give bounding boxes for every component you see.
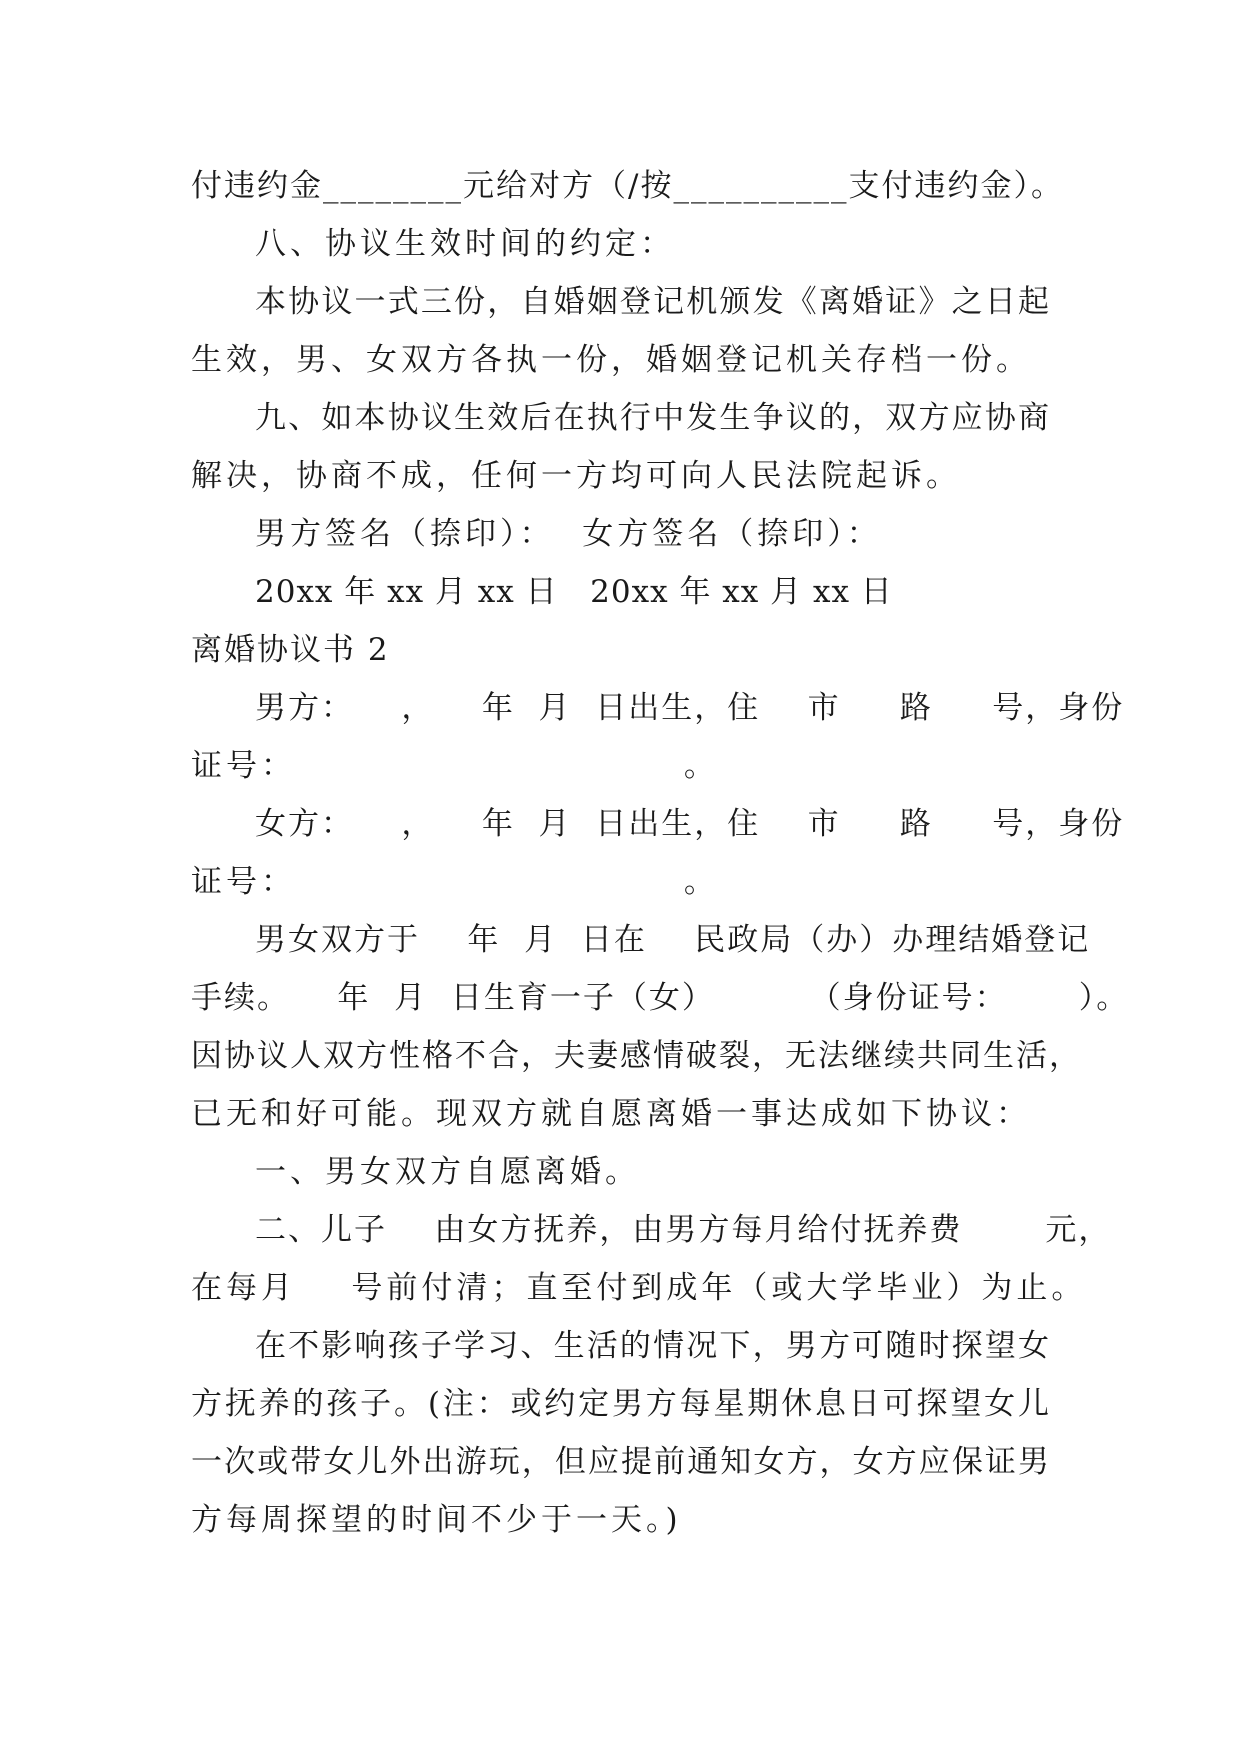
text-line: 在每月 号前付清；直至付到成年（或大学毕业）为止。 — [191, 1270, 1087, 1306]
text-line: 九、如本协议生效后在执行中发生争议的，双方应协商 — [255, 400, 1051, 436]
text-line: 男方： ， 年 月 日出生，住 市 路 号，身份 — [255, 690, 1125, 726]
text-line: 证号： 。 — [191, 748, 719, 784]
signature-line: 男方签名（捺印）： 女方签名（捺印）： — [255, 516, 882, 552]
text-line: 一次或带女儿外出游玩，但应提前通知女方，女方应保证男 — [191, 1444, 1051, 1480]
text-line: 生效，男、女双方各执一份，婚姻登记机关存档一份。 — [191, 342, 1031, 378]
text-line: 方抚养的孩子。(注：或约定男方每星期休息日可探望女儿 — [191, 1386, 1051, 1422]
date-line: 20xx 年 xx 月 xx 日 20xx 年 xx 月 xx 日 — [255, 574, 893, 610]
text-line: 在不影响孩子学习、生活的情况下，男方可随时探望女 — [255, 1328, 1051, 1364]
document-title: 离婚协议书 2 — [191, 632, 390, 668]
text-line: 手续。 年 月 日生育一子（女） （身份证号： ）。 — [191, 980, 1130, 1016]
text-line: 方每周探望的时间不少于一天。) — [191, 1502, 682, 1538]
text-line: 付违约金________元给对方（/按__________支付违约金）。 — [191, 168, 1064, 204]
text-line: 女方： ， 年 月 日出生，住 市 路 号，身份 — [255, 806, 1125, 842]
text-line: 因协议人双方性格不合，夫妻感情破裂，无法继续共同生活， — [191, 1038, 1082, 1074]
clause-line: 一、男女双方自愿离婚。 — [255, 1154, 640, 1190]
text-line: 本协议一式三份，自婚姻登记机颁发《离婚证》之日起 — [255, 284, 1051, 320]
text-line: 解决，协商不成，任何一方均可向人民法院起诉。 — [191, 458, 961, 494]
text-line: 证号： 。 — [191, 864, 719, 900]
text-line: 男女双方于 年 月 日在 民政局（办）办理结婚登记 — [255, 922, 1091, 958]
clause-line: 二、儿子 由女方抚养，由男方每月给付抚养费 元， — [255, 1212, 1112, 1248]
section-heading: 八、协议生效时间的约定： — [255, 226, 675, 262]
text-line: 已无和好可能。现双方就自愿离婚一事达成如下协议： — [191, 1096, 1031, 1132]
